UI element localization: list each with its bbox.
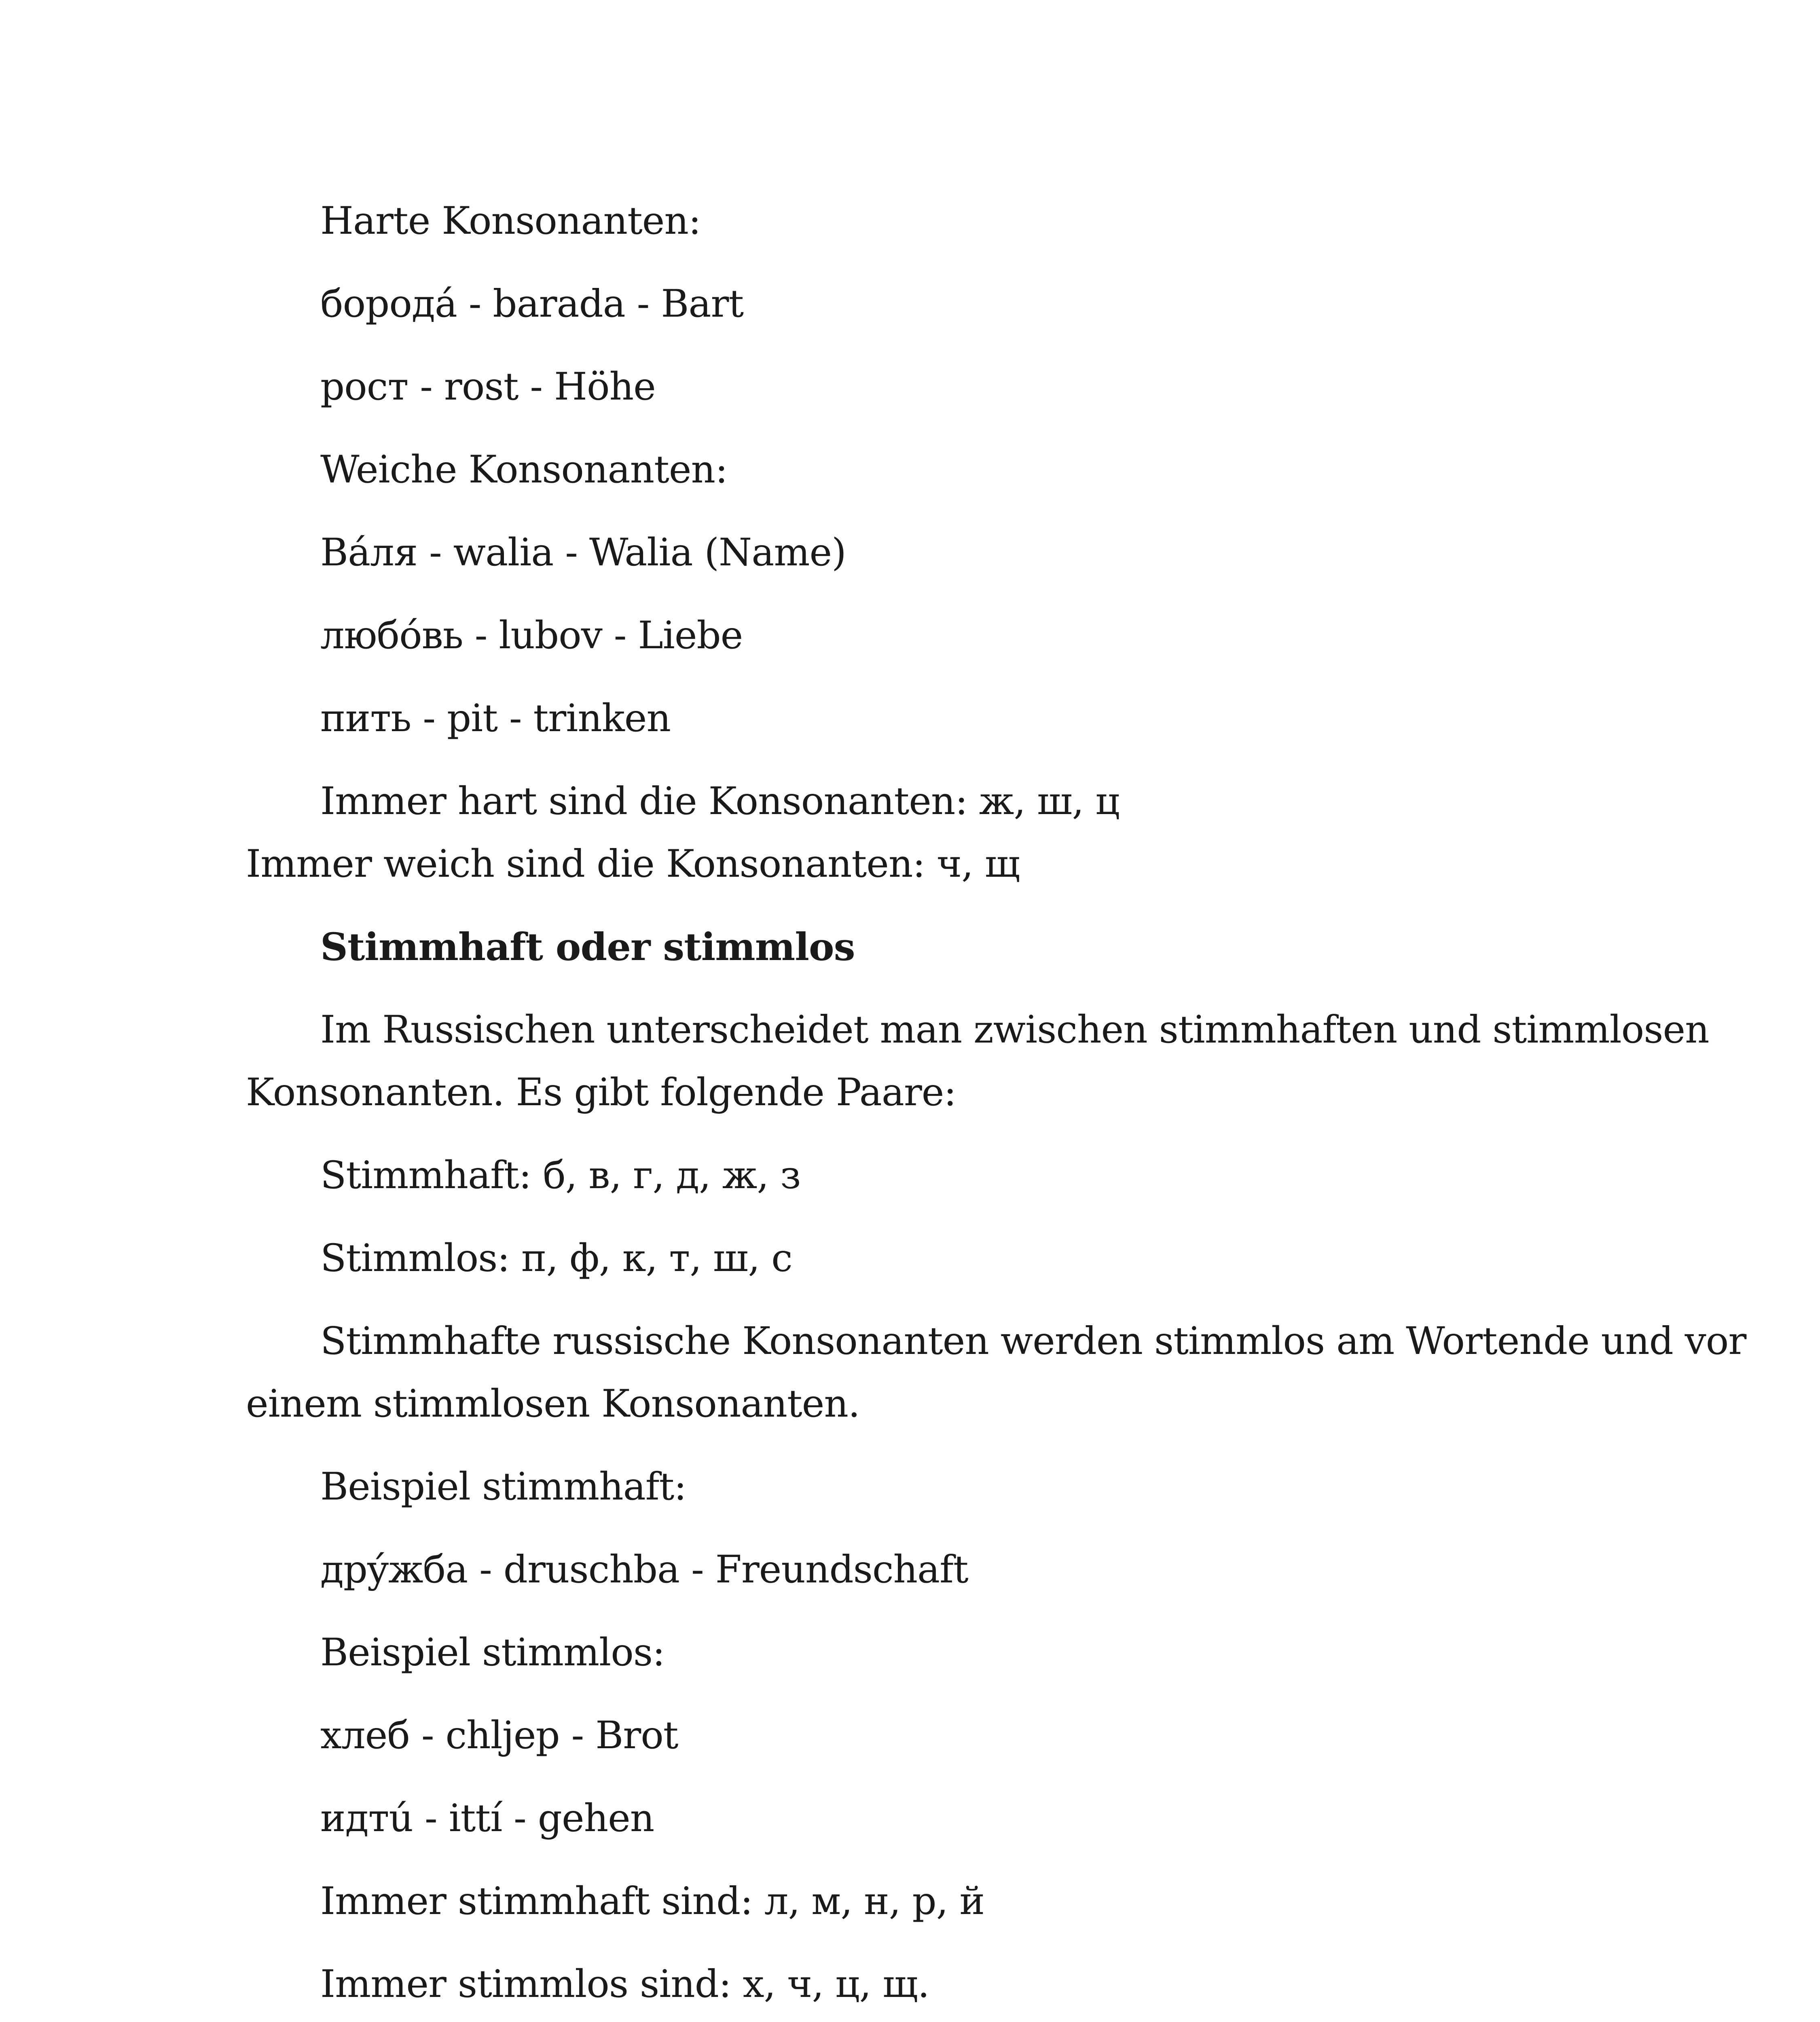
text-line: Immer hart sind die Konsonanten: ж, ш, ц [320,779,1120,823]
text-line: Вáля - walia - Walia (Name) [320,531,846,575]
text-line: Im Russischen unterscheidet man zwischen stimmhaften und stimmlosen [320,1008,1709,1052]
text-line: Immer stimmlos sind: х, ч, ц, щ. [320,1962,929,2006]
text-line: Harte Konsonanten: [320,199,701,243]
text-line: Stimmhaft: б, в, г, д, ж, з [320,1153,801,1197]
text-line: einem stimmlosen Konsonanten. [246,1382,860,1426]
section-heading: Stimmhaft oder stimmlos [320,925,855,969]
text-line: Stimmhafte russische Konsonanten werden stimmlos am Wortende und vor [320,1319,1746,1363]
text-line: рост - rost - Höhe [320,365,656,409]
text-line: Konsonanten. Es gibt folgende Paare: [246,1070,957,1115]
text-line: Stimmlos: п, ф, к, т, ш, с [320,1236,792,1280]
text-line: Weiche Konsonanten: [320,448,728,492]
text-line: идтú - ittí - gehen [320,1796,654,1840]
text-line: бородá - barada - Bart [320,282,744,326]
text-line: любóвь - lubov - Liebe [320,613,743,658]
text-line: Beispiel stimmhaft: [320,1465,686,1509]
text-line: пить - pit - trinken [320,696,671,740]
text-line: Beispiel stimmlos: [320,1631,665,1675]
text-line: хлеб - chljep - Brot [320,1713,678,1758]
text-line: Immer stimmhaft sind: л, м, н, р, й [320,1879,985,1923]
text-line: Immer weich sind die Konsonanten: ч, щ [246,842,1020,886]
text-line: дрýжба - druschba - Freundschaft [320,1548,968,1592]
